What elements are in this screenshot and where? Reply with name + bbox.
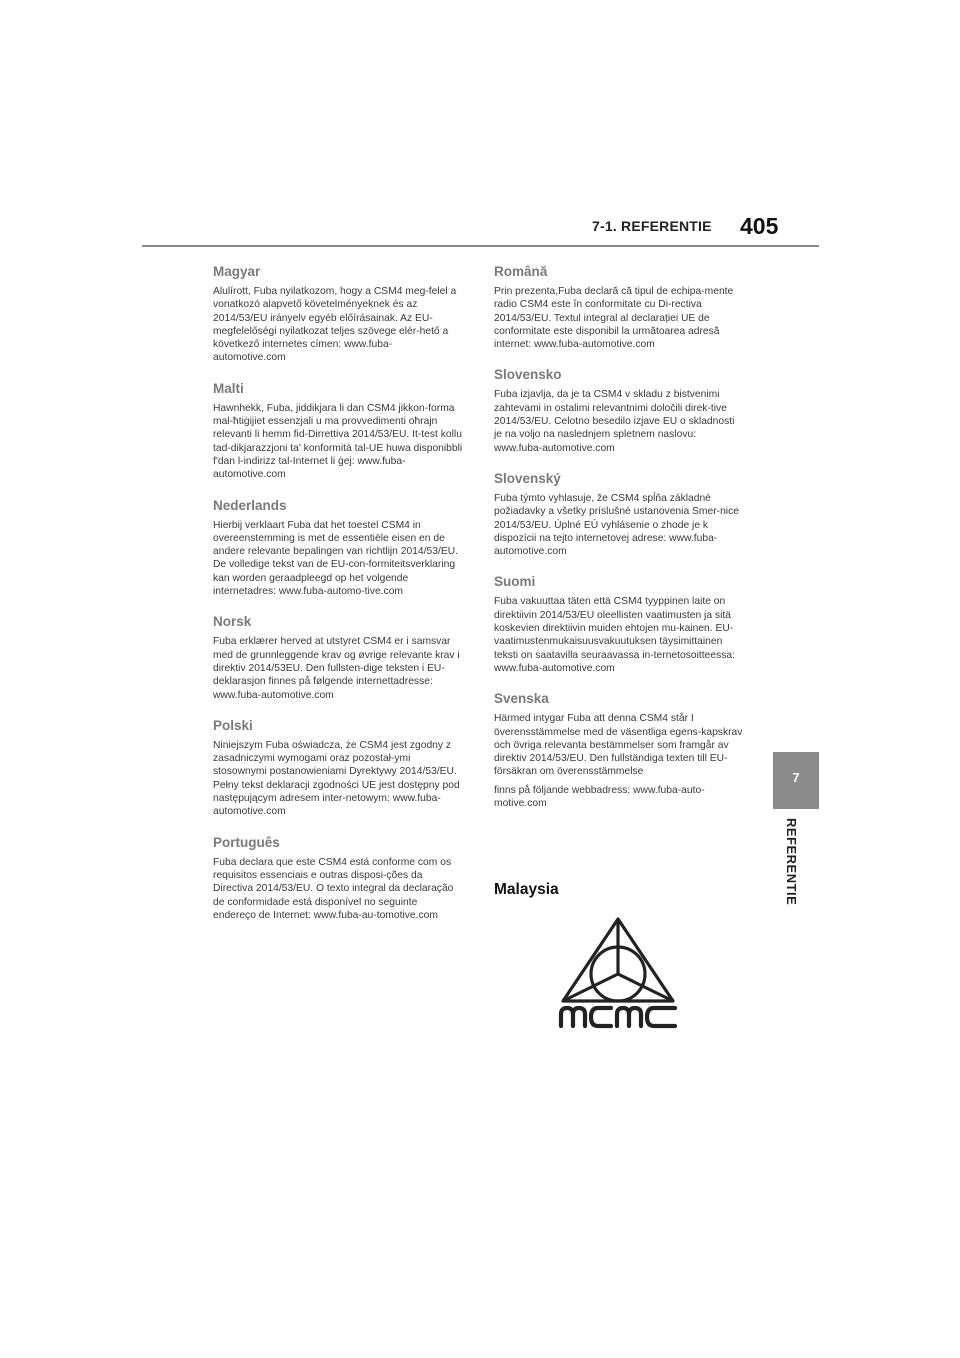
declaration-text: Fuba declara que este CSM4 está conforme com os requisitos essenciais e outras disposi-ções da Directiva 2014/53/EU. O texto integral da declaração de conformidade está disponível no seguinte endereço de Internet: www.fuba-au-tomotive.com [213, 856, 454, 921]
section-magyar [213, 264, 463, 365]
language-heading: Polski [213, 717, 253, 733]
language-heading: Svenska [494, 691, 549, 707]
language-heading: Norsk [213, 614, 252, 630]
chapter-number: 7 [792, 770, 800, 785]
right-column [494, 264, 744, 826]
declaration-text: Fuba erklærer herved at utstyret CSM4 er i samsvar med de grunnleggende krav og øvrige relevante krav i direktiv 2014/53EU. Den fullsten-dige teksten i EU-deklarasjon finnes på følgende internettadresse: www.fuba-automotive.com [213, 636, 460, 701]
section-slovensky [494, 471, 744, 558]
header-divider [142, 245, 819, 247]
language-heading: Suomi [494, 574, 536, 590]
declaration-text: Hawnhekk, Fuba, jiddikjara li dan CSM4 jikkon-forma mal-ħtiġijiet essenzjali u ma provvedimenti oħrajn relevanti li hemm fid-Dirrettiva 2014/53/EU. It-test kollu tad-dikjarazzjoni ta' konformità tal-UE huwa disponibbli f'dan l-indirizz tal-Internet li ġej: www.fuba-automotive.com [213, 402, 463, 481]
section-suomi [494, 574, 744, 675]
left-column [213, 264, 463, 938]
declaration-text: Niniejszym Fuba oświadcza, że CSM4 jest zgodny z zasadniczymi wymogami oraz pozostał-ymi stosownymi postanowieniami Dyrektywy 2014/53/EU. Pełny tekst deklaracji zgodności UE jest dostępny pod następującym adresem inter-netowym: www.fuba-automotive.com [213, 739, 460, 818]
section-norsk [213, 614, 463, 701]
language-heading: Slovensko [494, 367, 562, 383]
chapter-tab [773, 752, 819, 809]
malaysia-heading: Malaysia [494, 881, 559, 898]
page-number: 405 [740, 213, 779, 239]
section-polski [213, 718, 463, 819]
section-slovensko [494, 367, 744, 454]
section-svenska [494, 691, 744, 810]
chapter-label: REFERENTIE [784, 818, 799, 906]
declaration-text: Hierbij verklaart Fuba dat het toestel CSM4 in overeenstemming is met de essentiële eisen en de andere relevante bepalingen van richtlijn 2014/53/EU. De volledige tekst van de EU-con-formiteitsverklaring kan worden geraadpleegd op het volgende internetadres: www.fuba-automo-tive.com [213, 519, 459, 598]
declaration-text: Fuba týmto vyhlasuje, že CSM4 spĺňa základné požiadavky a všetky príslušné ustanovenia Smer-nice 2014/53/EU. Úplné EÚ vyhlásenie o zhode je k dispozícii na tejto internetovej adrese: www.fuba-automotive.com [494, 492, 739, 558]
declaration-text: Fuba vakuuttaa täten että CSM4 tyyppinen laite on direktiivin 2014/53/EU oleellisten vaatimusten ja sitä koskevien direktiivin muiden ehtojen mu-kainen. EU-vaatimustenmukaisuusvakuutuksen täysimittainen teksti on saatavilla seuraavassa in-ternetosoitteessa: www.fuba-automotive.com [494, 596, 735, 674]
language-heading: Slovenský [494, 470, 561, 486]
section-nederlands [213, 498, 463, 599]
language-heading: Nederlands [213, 497, 287, 513]
language-heading: Magyar [213, 264, 261, 279]
declaration-text: Alulírott, Fuba nyilatkozom, hogy a CSM4 meg-felel a vonatkozó alapvető követelményeknek és az 2014/53/EU irányelv egyéb előírásainak. Az EU-megfelelőségi nyilatkozat teljes szövege elér-hető a következő internetes címen: www.fuba-automotive.com [213, 286, 457, 364]
language-heading: Malti [213, 380, 244, 396]
declaration-text: Fuba izjavlja, da je ta CSM4 v skladu z bistvenimi zahtevami in ostalimi relevantnimi določili direk-tive 2014/53/EU. Celotno besedilo izjave EU o skladnosti je na voljo na naslednjem spletnem naslovu: www.fuba-automotive.com [494, 389, 735, 454]
language-heading: Português [213, 834, 280, 850]
declaration-text: Prin prezenta,Fuba declară că tipul de echipa-mente radio CSM4 este în conformitate cu Di-rectiva 2014/53/EU. Textul integral al declarației UE de conformitate este disponibil la următoarea adresă internet: www.fuba-automotive.com [494, 286, 734, 351]
section-title: 7-1. REFERENTIE [592, 218, 712, 234]
declaration-text: Härmed intygar Fuba att denna CSM4 står I överensstämmelse med de väsentliga egens-kapskrav och övriga relevanta bestämmelser som framgår av direktiv 2014/53/EU. Den fullständiga texten till EU-försäkran om överensstämmelse [494, 713, 743, 778]
section-portugues [213, 835, 463, 922]
language-heading: Română [494, 264, 548, 279]
mcmc-certification-logo [555, 915, 681, 1031]
section-malti [213, 381, 463, 482]
declaration-text: finns på följande webbadress: www.fuba-auto-motive.com [494, 784, 705, 810]
section-romana [494, 264, 744, 351]
